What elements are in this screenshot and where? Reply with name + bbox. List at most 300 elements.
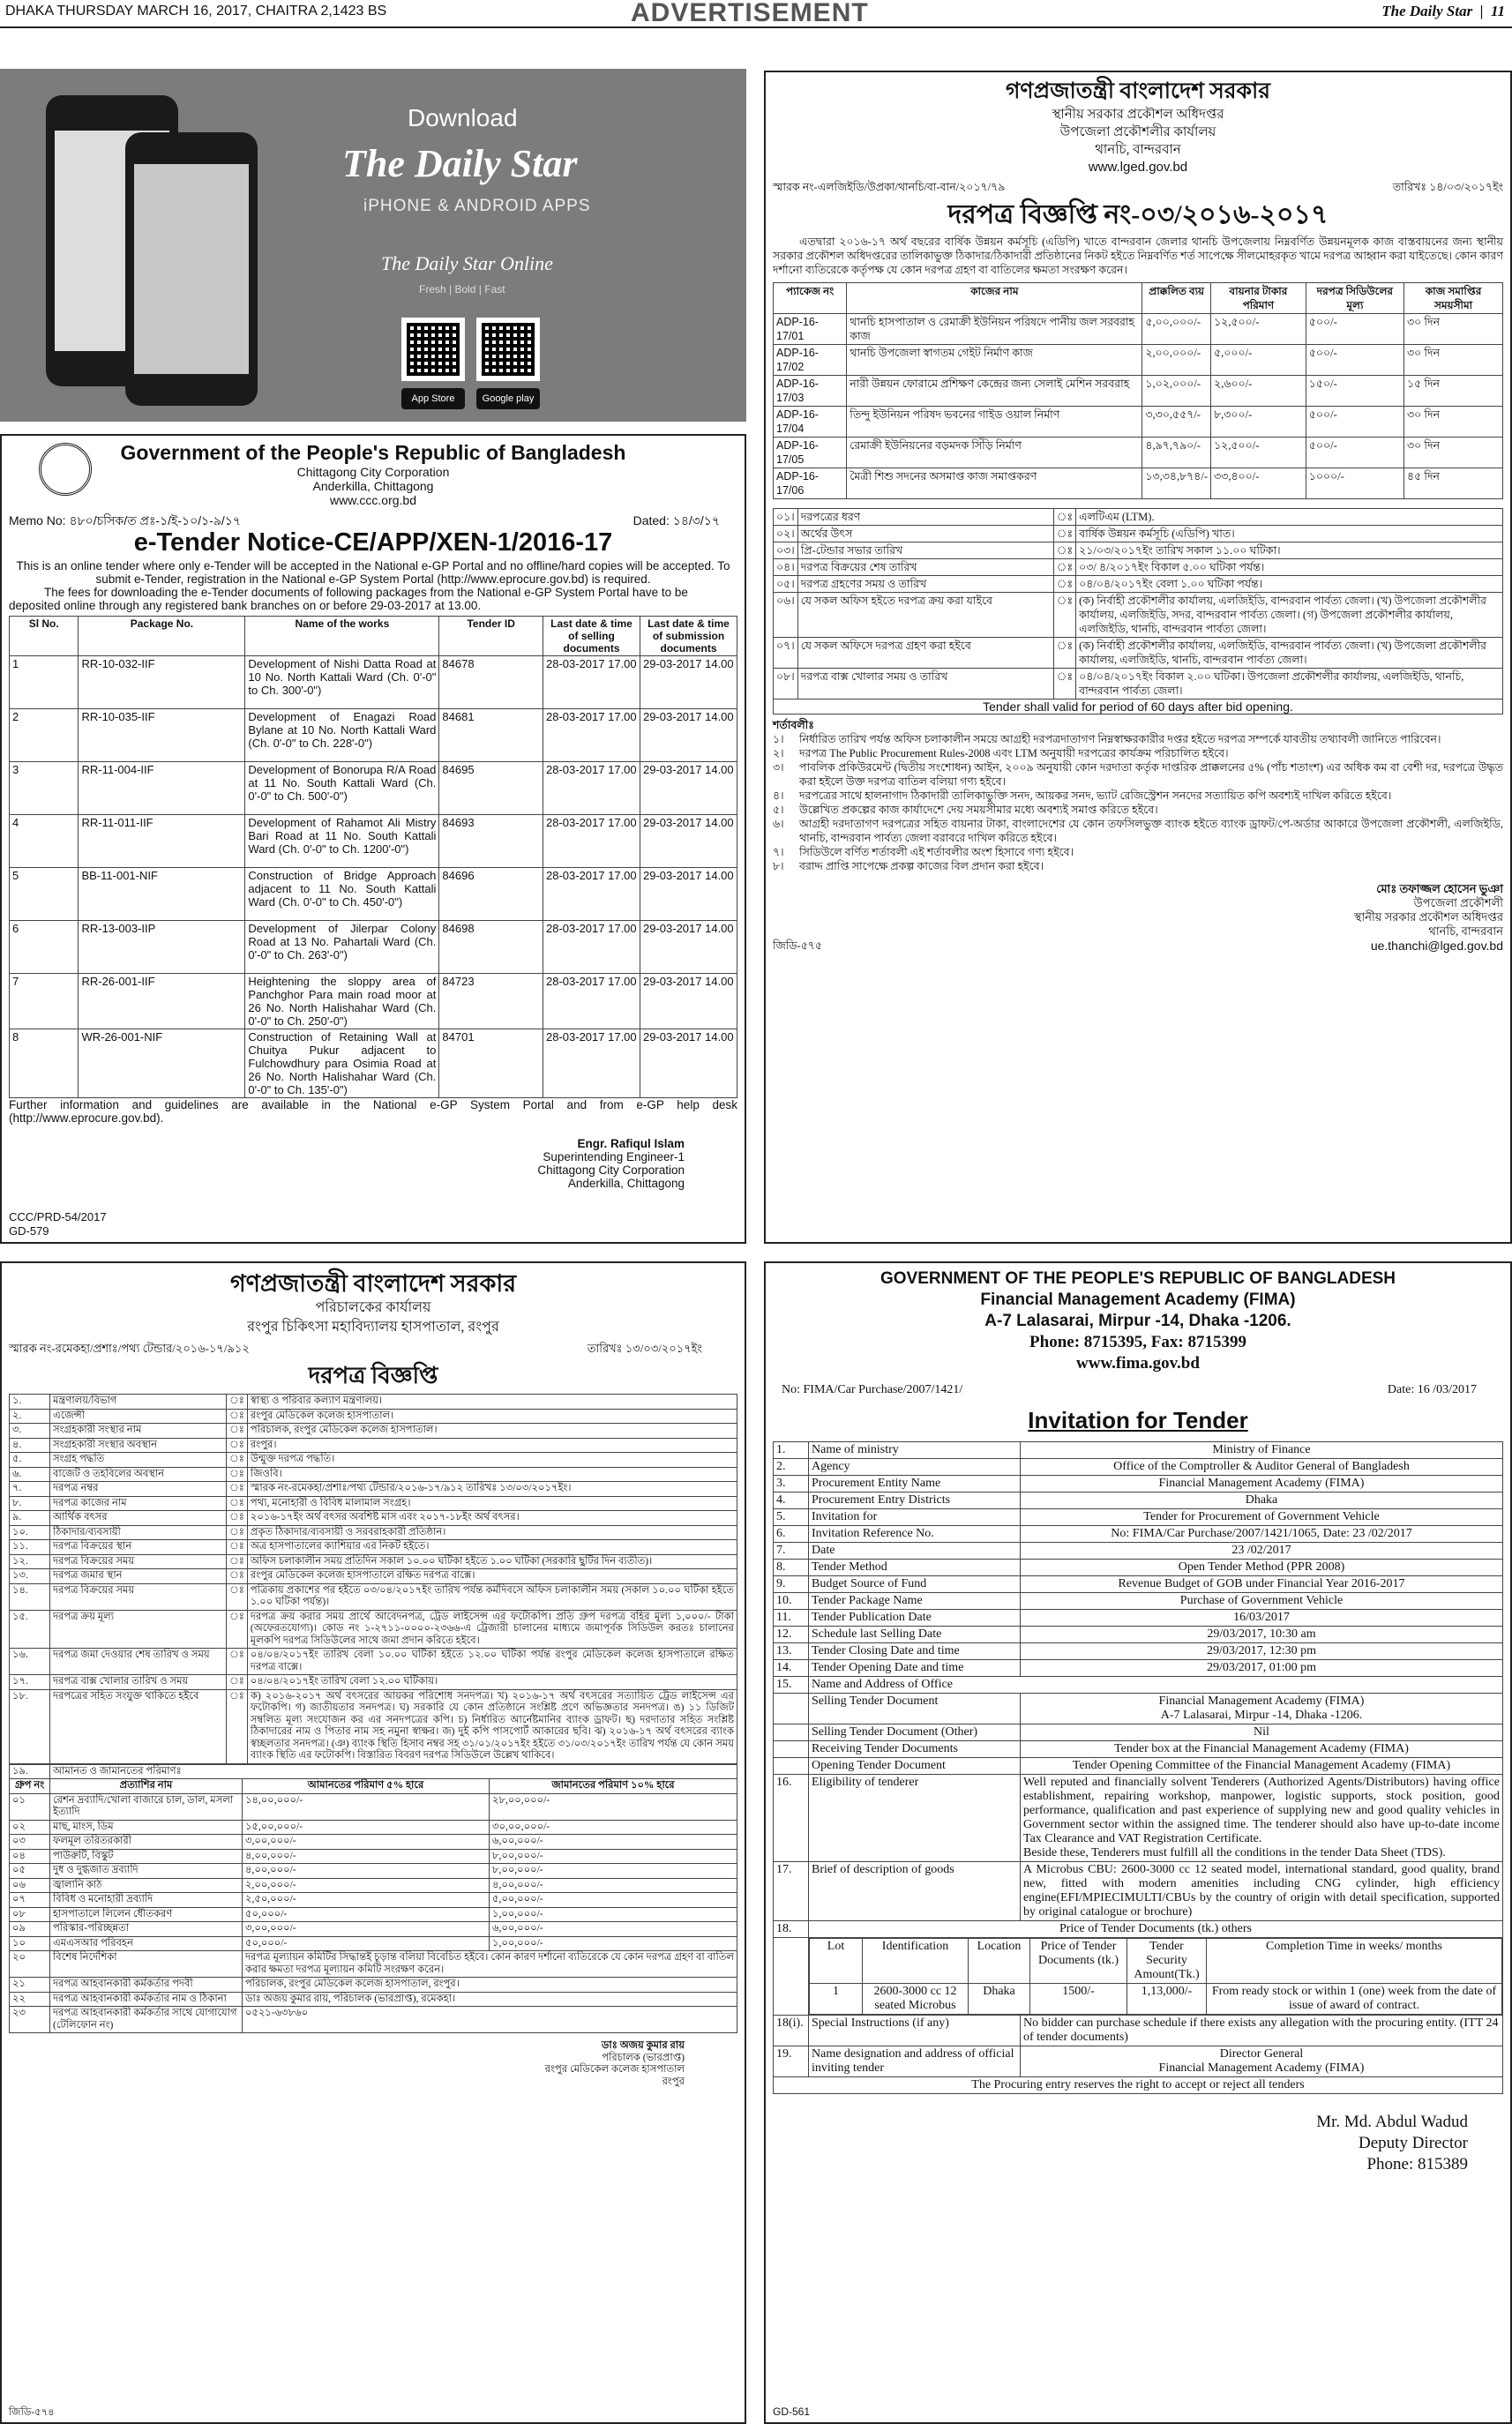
row-number: 3. [774,1476,809,1493]
row-value: Open Tender Method (PPR 2008) [1021,1560,1503,1576]
row-value: জিওবি। [247,1467,737,1482]
table-cell: Heightening the sloppy area of Panchghor Para main road moor at 26 No. North Halishahar Ward (Ch. 0'-0" to Ch. 250'-0") [245,974,439,1029]
notice-footer: Further information and guidelines are available in the National e-GP System Portal and from e-GP help desk (http://www.eprocure.gov.bd). [9,1098,737,1125]
row-label: ঠিকাদার/ব্যবসায়ী [50,1525,227,1540]
table-cell: ৩০ দিন [1404,314,1503,345]
row-value: পরিচালক, রংপুর মেডিকেল কলেজ হাসপাতাল, রংপুর। [243,1978,737,1993]
row-number: 9. [774,1576,809,1593]
row-value: Ministry of Finance [1021,1442,1503,1459]
row-label: Tender Closing Date and time [809,1643,1021,1660]
table-cell: RR-13-003-IIP [79,921,245,974]
column-header: Tender ID [439,617,543,656]
row-value: ২০১৬-১৭ইং অর্থ বৎসর অবশিষ্ট মাস এবং ২০১৭-১৮ইং অর্থ বৎসর। [247,1511,737,1526]
row-label: Procurement Entry Districts [809,1493,1021,1509]
app-store-button[interactable]: App Store [401,388,465,409]
table-row [774,1560,1503,1576]
row-label: প্রি-টেন্ডার সভার তারিখ [797,542,1053,559]
table-cell: নারী উন্নয়ন ফোরামে প্রশিক্ষণ কেন্দ্রের জন্য সেলাই মেশিন সরবরাহ [847,376,1142,407]
column-header: গ্রুপ নং [10,1779,50,1794]
table-row: ১৪. দরপত্র বিক্রয়ের সময় ঃ পত্রিকায় প্রকাশের পর হইতে ০৩/০৪/২০১৭ইং তারিখ পর্যন্ত কর্মদিবসে অফিস চলাকালীন সময় (সকাল ১০.০০ ঘটিকা হইতে ১.০০ ঘটিকা পর্যন্ত)। [10,1583,737,1610]
table-cell: Development of Enagazi Road Bylane at 10 No. North Kattali Ward (Ch. 0'-0" to Ch. 228'-0") [245,709,439,762]
table-cell: তিন্দু ইউনিয়ন পরিষদ ভবনের গাইড ওয়াল নির্মাণ [847,407,1142,438]
table-cell: Dhaka [969,1984,1030,2015]
list-item: ৭। সিডিউলে বর্ণিত শর্তাবলী এই শর্তাবলীর অংশ হিসাবে গণ্য হইবে। [773,846,1074,858]
table-cell: Development of Rahamot Ali Mistry Bari Road at 11 No. South Kattali Ward (Ch. 0'-0" to Ch. 1200'-0") [245,815,439,868]
table-row: ১০. ঠিকাদার/ব্যবসায়ী ঃ প্রকৃত ঠিকাদার/ব্যবসায়ী ও সরবরাহকারী প্রতিষ্ঠান। [10,1525,737,1540]
google-play-button[interactable]: Google play [476,388,540,409]
table-row [774,1543,1503,1560]
table-cell: ৮,০০,০০০/- [490,1864,737,1879]
table-cell: ২,৬০০/- [1211,376,1306,407]
table-cell: 28-03-2017 17.00 [543,921,640,974]
row-value: ০৪/০৪/২০১৭ইং তারিখ বেলা ১০.০০ ঘটিকা হইতে ১২.০০ ঘটিকা পর্যন্ত রংপুর মেডিকেল কলেজ হাসপাতালে রক্ষিত দরপত্র বাক্সে। [247,1649,737,1675]
table-row: ১৭. দরপত্র বাক্স খোলার তারিখ ও সময় ঃ ০৪/০৪/২০১৭ইং তারিখ বেলা ১২.০০ ঘটিকায়। [10,1675,737,1690]
column-header: Sl No. [10,617,79,656]
table-row [774,1643,1503,1660]
tender-info-table: 1. Name of ministry Ministry of Finance 2. Agency Office of the Comptroller & Auditor General of Bangladesh 3. Procurement Entity Name Financial Management Academy (FIMA) 4. Procurement Entry Districts Dhaka 5. Invitation for Tender for Procurement of Government Vehicle 6. Invitation Reference No. No: FIMA/Car Purchase/2007/1421/1065, Date: 23 /02/2017 7. Date 23 /02/2017 8. Tender Method Open Tender Method (PPR 2008) 9. Budget Source of Fund Revenue Budget of GOB under Financial Year 2016-2017 10. Tender Package Name Purchase of Government Vehicle 11. Tender Publication Date 16/03/2017 12. Schedule last Selling Date 29/03/2017, 10:30 am 13. Tender Closing Date and time 29/03/2017, 12:30 pm 14. Tender Opening Date and time 29/03/2017, 01:00 pm 15. Name and Address of Office Selling Tender Document Financial Management Academy (FIMA) A-7 Lalasarai, Mirpur -14, Dhaka -1206. Selling Tender Document (Other) Nil Receiving Tender Documents Tender box at the Financial Management Academy (FIMA) Opening Tender Document Tender Opening Committee of the Financial Management Academy (FIMA) 16. Eligibility of tenderer Well reputed and financially solvent Tenderers (Authorized Agents/Distributors) having office establishment, repairing workshop, manpower, logistic supports, stock position, good performance, qualification and past experience of supplying new and good quality vehicles in Government sector within the assigned time. The tenderer should also have up-to-date income Tax Clearance and VAT Registration Certificate. Beside these, Tenderers must fulfill all the conditions in the tender Data Sheet (TDS). 17. Brief of description of goods A Microbus CBU: 2600-3000 cc 12 seated model, international standard, good quality, brand new, fitted with modern amenities including CNG cylinder, high efficiency engine(EFI/MPIECIMULTI/CBUs by the country of origin with detail specification, supported by original catalogue or brochure) 18. Price of Tender Documents (tk.) others Lot Identification Location Price of Tender Documents (tk.) Tender Security Amount(Tk.) Completion Time in weeks/ months 1 2600-3000 cc 12 seated Microbus Dhaka 1500/- 1,13,000/- From ready stock or within 1 (one) week from the date of issue of award of contract. 18(i). Special Instructions (if any) No bidder can purchase schedule if there exists any allegation with the procuring entity. (ITT 24 of tender documents) 19. Name designation and address of official inviting tender Director General Financial Management Academy (FIMA) The Procuring entry reserves the right to accept or reject all tenders [773,1441,1503,2094]
table-row: ১৮. দরপত্রের সহিত সংযুক্ত থাকিতে হইবে ঃ ক) ২০১৬-২০১৭ অর্থ বৎসরের আয়কর পরিশোধ সনদপত্র। খ) ২০১৬-১৭ অর্থ বৎসরের সত্যায়িত ট্রেড লাইসেন্স এর ফটোকপি। গ) জাতীয়তার সনদপত্র। ঘ) সরকারি যে কোন প্রতিষ্ঠানে সংশ্লিষ্ট প্রণে অভিজ্ঞতার সনদপত্র। ঙ) ১১ ডিজিট সম্বলিত মূল্য সংযোজন কর এর সনদপত্রের কপি। চ) নির্ধারিত আর্নেষ্টমানির ব্যাংক ড্রাফট। ছ) দরদাতার সহিত সংশ্লিষ্ট ঠিকাদারের নাম ও পিতার নাম সহ নমুনা স্বাক্ষর। জ) দুই কপি পাসপোর্ট আকারের ছবি। ঝ) ২০১৬-১৭ অর্থ বৎসরের ব্যাংক স্বচ্ছলতার সনদপত্র। (ঞ) ব্যাংক স্থিতি হিসাব নম্বর সহ ৩১/০১/২০১৭ইং হইতে ৩১/০৩/২০১৭ইং তারিখ পর্যন্ত যে কোন সময় ব্যাংক স্থিতি এর ফটোকপি। বিস্তারিত বিবরণ দরপত্র সিডিউলে উল্লেখ থাকিবে। [10,1689,737,1763]
notice-intro: This is an online tender where only e-Tender will be accepted in the National e-GP Portal and no offline/hard copies will be accepted. To submit e-Tender, registration in the National e-GP System Portal (http://www.eprocure.gov.bd) is required. [16,559,730,586]
table-cell: ৩,০০,০০০/- [243,1922,490,1937]
row-value: দরপত্র মূল্যায়ন কমিটির সিদ্ধান্তই চূড়ান্ত বলিয়া বিবেচিত হইবে। কোন কারণ দর্শানো ব্যতিরেকে যে কোন দরপত্র গ্রহণ বা বাতিল করার ক্ষমতা দরপত্র মূল্যায়ন কমিটি সংরক্ষণ করেন। [243,1951,737,1978]
row-number: ১৫. [10,1610,50,1649]
row-label: Name of ministry [809,1442,1021,1459]
table-cell: Development of Jilerpar Colony Road at 13 No. Pahartali Ward (Ch. 0'-0" to Ch. 263'-0") [245,921,439,974]
table-row [774,1576,1503,1593]
table-cell: Development of Bonorupa R/A Road at 11 No. South Kattali Ward (Ch. 0'-0" to Ch. 500'-0") [245,762,439,815]
row-label: অর্থের উৎস [797,526,1053,542]
table-row [10,1978,737,1993]
table-row [774,1526,1503,1543]
table-row [10,1835,737,1850]
signatory-title: Deputy Director [1359,2134,1468,2152]
table-row: ১৬. দরপত্র জমা দেওয়ার শেষ তারিখ ও সময় ঃ ০৪/০৪/২০১৭ইং তারিখ বেলা ১০.০০ ঘটিকা হইতে ১২.০০ ঘটিকা পর্যন্ত রংপুর মেডিকেল কলেজ হাসপাতালে রক্ষিত দরপত্র বাক্সে। [10,1649,737,1675]
table-cell: 2600-3000 cc 12 seated Microbus [863,1984,969,2015]
row-label: মন্ত্রণালয়/বিভাগ [50,1395,227,1410]
table-row: ৩. সংগ্রহকারী সংস্থার নাম ঃ পরিচালক, রংপুর মেডিকেল কলেজ হাসপাতাল। [10,1424,737,1439]
row-value: স্বাস্থ্য ও পরিবার কল্যাণ মন্ত্রণালয়। [247,1395,737,1410]
table-cell: ৮,৩০০/- [1211,407,1306,438]
row-number: ০৫। [774,576,798,593]
table-cell: 28-03-2017 17.00 [543,815,640,868]
row-value: পত্রিকায় প্রকাশের পর হইতে ০৩/০৪/২০১৭ইং তারিখ পর্যন্ত কর্মদিবসে অফিস চলাকালীন সময় (সকাল ১০.০০ ঘটিকা হইতে ১.০০ ঘটিকা পর্যন্ত)। [247,1583,737,1610]
row-number: ১৩. [10,1569,50,1584]
table-row: ১৩. দরপত্র জমার স্থান ঃ রংপুর মেডিকেল কলেজ হাসপাতালে রক্ষিত দরপত্র বাক্সে। [10,1569,737,1584]
row-number: ০৪। [774,559,798,576]
table-row: ২. এজেন্সী ঃ রংপুর মেডিকেল কলেজ হাসপাতাল। [10,1409,737,1424]
row-number: ০২। [774,526,798,542]
table-cell: ৪,৯৭,৭৯০/- [1142,438,1211,468]
table-cell: ৩০ দিন [1404,345,1503,376]
table-row [774,345,1503,376]
section-title: ADVERTISEMENT [631,0,869,27]
table-row: ৪. সংগ্রহকারী সংস্থার অবস্থান ঃ রংপুর। [10,1438,737,1453]
column-header: Completion Time in weeks/ months [1207,1939,1502,1984]
table-cell: 4 [10,815,79,868]
table-cell: RR-11-004-IIF [79,762,245,815]
column-header: Last date & time of submission documents [640,617,737,656]
table-cell: ৪৫ দিন [1404,468,1503,499]
qr-code-icon [401,318,465,381]
table-row [10,1907,737,1922]
table-cell: ১২,৫০০/- [1211,314,1306,345]
row-value: এলটিএম (LTM). [1076,509,1503,526]
table-row [10,1793,737,1820]
fima-tender-notice [764,1261,1512,2424]
row-number: 13. [774,1643,809,1660]
memo-date: Date: 16 /03/2017 [1387,1383,1477,1396]
list-item: ৩। পাবলিক প্রকিউরমেন্ট (দ্বিতীয় সংশোধন) আইন, ২০০৯ অনুযায়ী কোন দরদাতা কর্তৃক দাপ্তরিক প্রাক্কলনের ৫% (পাঁচ শতাংশ) এর অধিক কম বা বেশী দর, দরপত্রে উদ্ধৃত করা হইলে উক্ত দরপত্র বাতিল বলিয়া গণ্য হইবে। [773,761,1503,788]
row-value: উন্মুক্ত দরপত্র পদ্ধতি। [247,1453,737,1468]
table-cell: ০২ [10,1820,50,1835]
gd-code: GD-561 [773,2405,811,2418]
column-header: কাজ সমাপ্তির সময়সীমা [1404,283,1503,314]
memo-date: Dated: ১৪/৩/১৭ [632,513,720,527]
tender-info-table [773,508,1503,700]
table-row [774,376,1503,407]
row-label: Procurement Entity Name [809,1476,1021,1493]
table-row [774,1627,1503,1643]
table-row [10,815,737,868]
table-cell: RR-10-032-IIF [79,656,245,709]
table-row [774,1509,1503,1526]
table-cell: ৫,০০০/- [1211,345,1306,376]
office-name: পরিচালকের কার্যালয় [315,1300,431,1315]
column-header: কাজের নাম [847,283,1142,314]
row-label: Invitation Reference No. [809,1526,1021,1543]
row-number: ১৭. [10,1675,50,1690]
table-row: ০৩। প্রি-টেন্ডার সভার তারিখ ঃ ২১/০৩/২০১৭ইং তারিখ সকাল ১১.০০ ঘটিকা। [774,542,1503,559]
office-location: থানচি, বান্দরবান [1095,143,1181,157]
table-row [10,1893,737,1908]
row-value: ০৫২১-৬৩৮৬০ [243,2007,737,2033]
office-address-label: Name and Address of Office [809,1677,1503,1694]
table-cell: ৩,০০,০০০/- [243,1835,490,1850]
row-label: দরপত্রের ধরণ [797,509,1053,526]
table-cell: ADP-16-17/01 [774,314,847,345]
list-item: ৪। দরপত্রের সাথে হালনাগাদ ঠিকাদারী তালিকাভুক্তি সনদ, আয়কর সনদ, ভ্যাট রেজিস্ট্রেশন সনদের সত্যায়িত কপি অবশ্যই দাখিল করিতে হইবে। [773,789,1392,802]
table-row [774,1493,1503,1509]
table-cell: Development of Nishi Datta Road at 10 No. North Kattali Ward (Ch. 0'-0" to Ch. 300'-0") [245,656,439,709]
table-cell: ৫০,০০০/- [243,1936,490,1951]
row-number: 14. [774,1660,809,1677]
table-cell: 29-03-2017 14.00 [640,974,737,1029]
gd-code: জিডি-৫৭৫ [773,939,823,952]
table-cell: 29-03-2017 14.00 [640,921,737,974]
row-number: 1. [774,1442,809,1459]
table-cell: 29-03-2017 14.00 [640,762,737,815]
row-number: ১৮. [10,1689,50,1763]
signatory-address: থানচি, বান্দরবান [1428,924,1503,938]
row-label: দরপত্র আহবানকারী কর্মকর্তার পদবী [50,1978,243,1993]
table-cell: 84698 [439,921,543,974]
table-row [10,1992,737,2007]
eligibility-label: Eligibility of tenderer [809,1775,1021,1862]
table-row [10,1029,737,1098]
table-row: ০৪। দরপত্র বিক্রয়ের শেষ তারিখ ঃ ০৩/ ৪/২০১৭ইং বিকাল ৫.০০ ঘটিকা পর্যন্ত। [774,559,1503,576]
table-cell: ২,৫০,০০০/- [243,1893,490,1908]
table-cell: ১,০০,০০০/- [490,1936,737,1951]
column-header: Identification [863,1939,969,1984]
table-row: ০৭। যে সকল অফিসে দরপত্র গ্রহণ করা হইবে ঃ (ক) নির্বাহী প্রকৌশলীর কার্যালয়, এলজিইডি, বান্দরবান পার্বত্য জেলা। (খ) উপজেলা প্রকৌশলীর কার্যালয়, এলজিইডি, থানচি, বান্দরবান পার্বত্য জেলা। [774,638,1503,669]
table-cell: ১২,৫০০/- [1211,438,1306,468]
table-cell: 1500/- [1030,1984,1127,2015]
email-link[interactable]: ue.thanchi@lged.gov.bd [1370,939,1503,953]
row-number: ৫. [10,1453,50,1468]
row-label: দরপত্রের সহিত সংযুক্ত থাকিতে হইবে [50,1689,227,1763]
table-cell: ৩০ দিন [1404,407,1503,438]
edition-line: DHAKA THURSDAY MARCH 16, 2017, CHAITRA 2,1423 BS [5,4,387,19]
row-number: ৯. [10,1511,50,1526]
row-label: দরপত্র নম্বর [50,1482,227,1497]
row-label: আর্থিক বৎসর [50,1511,227,1526]
table-row: ০৫। দরপত্র গ্রহণের সময় ও তারিখ ঃ ০৪/০৪/২০১৭ইং বেলা ১.০০ ঘটিকা পর্যন্ত। [774,576,1503,593]
row-value: (ক) নির্বাহী প্রকৌশলীর কার্যালয়, এলজিইডি, বান্দরবান পার্বত্য জেলা। (খ) উপজেলা প্রকৌশলীর কার্যালয়, এলজিইডি, থানচি, বান্দরবান পার্বত্য জেলা। [1076,638,1503,669]
notice-header: Government of the People's Republic of Bangladesh [120,441,626,464]
memo-number: স্মারক নং-এলজিইডি/উপ্রকা/থানচি/বা-বান/২০১৭/৭৯ [773,181,1006,193]
column-header: জামানতের পরিমাণ ১০% হারে [490,1779,737,1794]
row-value: 16/03/2017 [1021,1610,1503,1627]
ad-apps: iPHONE & ANDROID APPS [363,197,591,215]
row-value: ২১/০৩/২০১৭ইং তারিখ সকাল ১১.০০ ঘটিকা। [1076,542,1503,559]
signatory-name: মোঃ তফাজ্জল হোসেন ভুঞা [1376,882,1503,895]
row-number: ৪. [10,1438,50,1453]
ad-tagline: Fresh | Bold | Fast [419,283,505,296]
table-row: ৯. আর্থিক বৎসর ঃ ২০১৬-১৭ইং অর্থ বৎসর অবশিষ্ট মাস এবং ২০১৭-১৮ইং অর্থ বৎসর। [10,1511,737,1526]
table-row [774,438,1503,468]
row-label: বিশেষ নির্দেশিকা [50,1951,243,1978]
table-cell: ৫০০/- [1306,314,1403,345]
row-number: ২২ [10,1992,50,2007]
table-cell: RR-10-035-IIF [79,709,245,762]
signatory-address: রংপুর [662,2076,685,2087]
row-label: দরপত্র বাক্স খোলার তারিখ ও সময় [50,1675,227,1690]
gd-code: GD-579 [9,1224,49,1238]
row-number: ২০ [10,1951,50,1978]
table-cell: ৩,৩০,৫৫৭/- [1142,407,1211,438]
page-number: 11 [1490,3,1505,19]
table-cell: 28-03-2017 17.00 [543,762,640,815]
row-label: দরপত্র জমা দেওয়ার শেষ তারিখ ও সময় [50,1649,227,1675]
table-cell: 3 [10,762,79,815]
row-label: যে সকল অফিসে দরপত্র গ্রহণ করা হইবে [797,638,1053,669]
memo-number: Memo No: ৪৮০/চসিক/ত প্রঃ-১/ই-১০/১-৯/১৭ [9,513,241,527]
ad-brand: The Daily Star [342,142,578,185]
table-cell: মাছ, মাংস, ডিম [50,1820,243,1835]
academy-website[interactable]: www.fima.gov.bd [1076,1354,1200,1373]
table-row [774,1459,1503,1476]
table-row [774,1593,1503,1610]
signatory-title: পরিচালক (ভারপ্রাপ্ত) [602,2052,685,2063]
table-cell: ৩০,০০,০০০/- [490,1820,737,1835]
row-value: (ক) নির্বাহী প্রকৌশলীর কার্যালয়, এলজিইডি, বান্দরবান পার্বত্য জেলা। (খ) উপজেলা প্রকৌশলীর কার্যালয়, এলজিইডি, সদর, বান্দরবান পার্বত্য জেলা। (গ) উপজেলা প্রকৌশলীর কার্যালয়, এলজিইডি, থানচি, বান্দরবান পার্বত্য জেলা। [1076,593,1503,638]
table-row [774,1442,1503,1459]
table-row [774,468,1503,499]
row-value: প্রকৃত ঠিকাদার/ব্যবসায়ী ও সরবরাহকারী প্রতিষ্ঠান। [247,1525,737,1540]
row-number: ১১. [10,1540,50,1555]
row-label: Tender Method [809,1560,1021,1576]
row-number: 6. [774,1526,809,1543]
ad-download: Download [408,104,518,131]
phone-front-icon [125,132,258,406]
daily-star-app-ad[interactable] [0,69,746,422]
row-value: ০৪/০৪/২০১৭ইং বিকাল ২.০০ ঘটিকা। উপজেলা প্রকৌশলীর কার্যালয়, এলজিইডি, থানচি, বান্দরবান পার্বত্য জেলা। [1076,669,1503,700]
table-cell: ADP-16-17/05 [774,438,847,468]
row-number: 5. [774,1509,809,1526]
table-cell: পাউরুটি, বিস্কুট [50,1849,243,1864]
row-label: দরপত্র বিক্রয়ের শেষ তারিখ [797,559,1053,576]
table-cell: 1 [810,1984,863,2015]
org-website[interactable]: www.ccc.org.bd [329,493,417,507]
row-number: 10. [774,1593,809,1610]
table-cell: 84681 [439,709,543,762]
notice-title: দরপত্র বিজ্ঞপ্তি নং-০৩/২০১৬-২০১৭ [947,200,1329,229]
row-label: দরপত্র আহবানকারী কর্মকর্তার সাথে যোগাযোগ (টেলিফোন নং) [50,2007,243,2033]
table-cell: ১৪,০০,০০০/- [243,1793,490,1820]
signatory-org: Chittagong City Corporation [537,1163,685,1177]
table-cell: ৪,০০,০০০/- [243,1849,490,1864]
table-cell: 29-03-2017 14.00 [640,815,737,868]
row-label: দরপত্র বিক্রয়ের সময় [50,1554,227,1569]
row-label: সংগ্রহকারী সংস্থার অবস্থান [50,1438,227,1453]
ad-online: The Daily Star Online [381,252,553,274]
table-cell: 1 [10,656,79,709]
table-cell: থানচি হাসপাতাল ও রেমাক্রী ইউনিয়ন পরিষদে পানীয় জল সরবরাহ কাজ [847,314,1142,345]
org-name: Chittagong City Corporation [296,465,450,479]
row-number: ১৪. [10,1583,50,1610]
column-header: Lot [810,1939,863,1984]
notice-title: e-Tender Notice-CE/APP/XEN-1/2016-17 [133,528,613,557]
signatory-address: Anderkilla, Chittagong [567,1177,685,1190]
row-value: Tender for Procurement of Government Vehicle [1021,1509,1503,1526]
row-value: 29/03/2017, 12:30 pm [1021,1643,1503,1660]
column-header: প্রাক্কলিত ব্যয় [1142,283,1211,314]
signatory-phone: Phone: 815389 [1366,2155,1468,2173]
list-item: ১। নির্ধারিত তারিখ পর্যন্ত অফিস চলাকালীন সময়ে আগ্রহী দরপত্রদাতাগণ নিম্নস্বাক্ষরকারীর দপ্তর হইতে দরপত্র সম্পর্কে যাবতীয় তথ্যাবলী জানিতে পারিবেন। [773,733,1441,745]
lged-tender-notice [764,71,1512,1244]
table-cell: 28-03-2017 17.00 [543,656,640,709]
section-row [10,1764,737,1779]
lot-table [809,1938,1502,2015]
package-table [773,282,1503,499]
table-cell: 28-03-2017 17.00 [543,1029,640,1098]
signatory-name: Engr. Rafiqul Islam [577,1137,685,1150]
row-label: যে সকল অফিস হইতে দরপত্র ক্রয় করা যাইবে [797,593,1053,638]
row-value: বার্ষিক উন্নয়ন কর্মসূচি (এডিপি) খাত। [1076,526,1503,542]
table-cell: 84693 [439,815,543,868]
row-number: ২৩ [10,2007,50,2033]
table-cell: ১৫০/- [1306,376,1403,407]
table-row: ০৬। যে সকল অফিস হইতে দরপত্র ক্রয় করা যাইবে ঃ (ক) নির্বাহী প্রকৌশলীর কার্যালয়, এলজিইডি, বান্দরবান পার্বত্য জেলা। (খ) উপজেলা প্রকৌশলীর কার্যালয়, এলজিইডি, সদর, বান্দরবান পার্বত্য জেলা। (গ) উপজেলা প্রকৌশলীর কার্যালয়, এলজিইডি, থানচি, বান্দরবান পার্বত্য জেলা। [774,593,1503,638]
table-cell: WR-26-001-NIF [79,1029,245,1098]
table-cell: ০৫ [10,1864,50,1879]
table-row [774,1610,1503,1627]
row-value: Purchase of Government Vehicle [1021,1593,1503,1610]
column-header: Name of the works [245,617,439,656]
table-row: ০২। অর্থের উৎস ঃ বার্ষিক উন্নয়ন কর্মসূচি (এডিপি) খাত। [774,526,1503,542]
notice-intro: এতদ্বারা ২০১৬-১৭ অর্থ বছরের বার্ষিক উন্নয়ন কর্মসূচি (এডিপি) খাতে বান্দরবান জেলার থানচি উপজেলায় নিম্নবর্ণিত উন্নয়নমূলক কাজ বাস্তবায়নের জন্য স্থানীয় সরকার প্রকৌশল অধিদপ্তরের তালিকাভুক্ত ঠিকাদার/ঠিকাদারী প্রতিষ্ঠানের নিকট হইতে নিম্নবর্ণিত শর্ত সাপেক্ষে সীলমোহরকৃত খামে দরপত্র আহ্বান করা যাইতেছে। কোন কারণ দর্শানো ব্যতিরেকে কর্তৃপক্ষ যে কোন দরপত্র গ্রহণ বা বাতিলের ক্ষমতা সংরক্ষণ করেন। [773,236,1503,276]
hospital-name: রংপুর চিকিৎসা মহাবিদ্যালয় হাসপাতাল, রংপুর [247,1320,499,1335]
govt-header: গণপ্রজাতন্ত্রী বাংলাদেশ সরকার [1005,79,1271,103]
table-cell: ৪,০০,০০০/- [490,1878,737,1893]
table-row [10,868,737,921]
row-value: ক) ২০১৬-২০১৭ অর্থ বৎসরের আয়কর পরিশোধ সনদপত্র। খ) ২০১৬-১৭ অর্থ বৎসরের সত্যায়িত ট্রেড লাইসেন্স এর ফটোকপি। গ) জাতীয়তার সনদপত্র। ঘ) সরকারি যে কোন প্রতিষ্ঠানে সংশ্লিষ্ট প্রণে অভিজ্ঞতার সনদপত্র। ঙ) ১১ ডিজিট সম্বলিত মূল্য সংযোজন কর এর সনদপত্রের কপি। চ) নির্ধারিত আর্নেষ্টমানির ব্যাংক ড্রাফট। ছ) দরদাতার সহিত সংশ্লিষ্ট ঠিকাদারের নাম ও পিতার নাম সহ নমুনা স্বাক্ষর। জ) দুই কপি পাসপোর্ট আকারের ছবি। ঝ) ২০১৬-১৭ অর্থ বৎসরের ব্যাংক স্বচ্ছলতার সনদপত্র। (ঞ) ব্যাংক স্থিতি হিসাব নম্বর সহ ৩১/০১/২০১৭ইং হইতে ৩১/০৩/২০১৭ইং তারিখ পর্যন্ত যে কোন সময় ব্যাংক স্থিতি এর ফটোকপি। বিস্তারিত বিবরণ দরপত্র সিডিউলে উল্লেখ থাকিবে। [247,1689,737,1763]
signatory-name: Mr. Md. Abdul Wadud [1316,2113,1468,2131]
row-value: Financial Management Academy (FIMA) [1021,1476,1503,1493]
row-number: 7. [774,1543,809,1560]
table-cell: ০৪ [10,1849,50,1864]
gd-code: জিডি-৫৭৪ [9,2406,55,2418]
table-row: ৭. দরপত্র নম্বর ঃ স্মারক নং-রমেকহা/প্রশাঃ/পথ্য টেন্ডার/২০১৬-১৭/৯১২ তারিখঃ ১৩/০৩/২০১৭ইং। [10,1482,737,1497]
table-cell: RR-26-001-IIF [79,974,245,1029]
row-label: বাজেট ও তহবিলের অবস্থান [50,1467,227,1482]
column-header: প্রত্যাশির নাম [50,1779,243,1794]
row-number: ১. [10,1395,50,1410]
table-cell: RR-11-011-IIF [79,815,245,868]
dept-name: স্থানীয় সরকার প্রকৌশল অধিদপ্তর [1052,108,1224,122]
table-header [10,1779,737,1794]
row-value: No: FIMA/Car Purchase/2007/1421/1065, Date: 23 /02/2017 [1021,1526,1503,1543]
table-cell: জ্বালানি কাঠ [50,1878,243,1893]
table-cell: 84678 [439,656,543,709]
row-label: সংগ্রহকারী সংস্থার নাম [50,1424,227,1439]
row-label: এজেন্সী [50,1409,227,1424]
table-cell: 29-03-2017 14.00 [640,709,737,762]
package-table [9,616,737,1098]
table-cell: হাসপাতালে লিলেন ধৌতকরণ [50,1907,243,1922]
table-cell: ফলমূল তরিতরকারী [50,1835,243,1850]
row-label: দরপত্র বাক্স খোলার সময় ও তারিখ [797,669,1053,700]
govt-header: GOVERNMENT OF THE PEOPLE'S REPUBLIC OF BANGLADESH [880,1269,1396,1288]
column-header: Last date & time of selling documents [543,617,640,656]
table-row [10,1849,737,1864]
row-value: পথ্য, মনোহারী ও বিবিধ মালামাল সংগ্রহ। [247,1496,737,1511]
row-number: 8. [774,1560,809,1576]
row-number: ১০. [10,1525,50,1540]
row-value: রংপুর। [247,1438,737,1453]
rmc-tender-notice [0,1261,746,2424]
memo-date: তারিখঃ ১৪/০৩/২০১৭ইং [1392,181,1503,193]
table-row: ৬. বাজেট ও তহবিলের অবস্থান ঃ জিওবি। [10,1467,737,1482]
signatory-name: ডাঃ অজয় কুমার রায় [601,2040,685,2051]
table-cell: Construction of Retaining Wall at Chuitya Pukur adjacent to Fulchowdhury para Osimia Road at 26 No. North Halishahar Ward (Ch. 0'-0" to Ch. 135'-0") [245,1029,439,1098]
row-value: 23 /02/2017 [1021,1543,1503,1560]
row-number: ১৯. [10,1764,50,1779]
table-cell: 2 [10,709,79,762]
table-cell: রেশন দ্রব্যাদি/খোলা বাজারে চাল, ডাল, মসলা ইত্যাদি [50,1793,243,1820]
row-label: দরপত্র কাজের নাম [50,1496,227,1511]
table-cell: ADP-16-17/02 [774,345,847,376]
academy-address: A-7 Lalasarai, Mirpur -14, Dhaka -1206. [984,1312,1291,1330]
table-row [774,407,1503,438]
table-cell: ৫,০০,০০০/- [490,1893,737,1908]
table-cell: 1,13,000/- [1127,1984,1207,2015]
row-value: রংপুর মেডিকেল কলেজ হাসপাতাল। [247,1409,737,1424]
row-number: 12. [774,1627,809,1643]
row-label: দরপত্র বিক্রয়ের সময় [50,1583,227,1610]
row-value: ০৪/০৪/২০১৭ইং বেলা ১.০০ ঘটিকা পর্যন্ত। [1076,576,1503,593]
deposit-table [9,1764,737,2034]
lged-website[interactable]: www.lged.gov.bd [1088,160,1188,175]
page-header [0,0,1512,28]
masthead: The Daily Star | 11 [1381,3,1505,19]
table-row: ৮. দরপত্র কাজের নাম ঃ পথ্য, মনোহারী ও বিবিধ মালামাল সংগ্রহ। [10,1496,737,1511]
table-cell: ০১ [10,1793,50,1820]
table-row: ০১। দরপত্রের ধরণ ঃ এলটিএম (LTM). [774,509,1503,526]
row-number: ০৭। [774,638,798,669]
table-cell: ১৩,৩৪,৮৭৪/- [1142,468,1211,499]
row-number: 4. [774,1493,809,1509]
